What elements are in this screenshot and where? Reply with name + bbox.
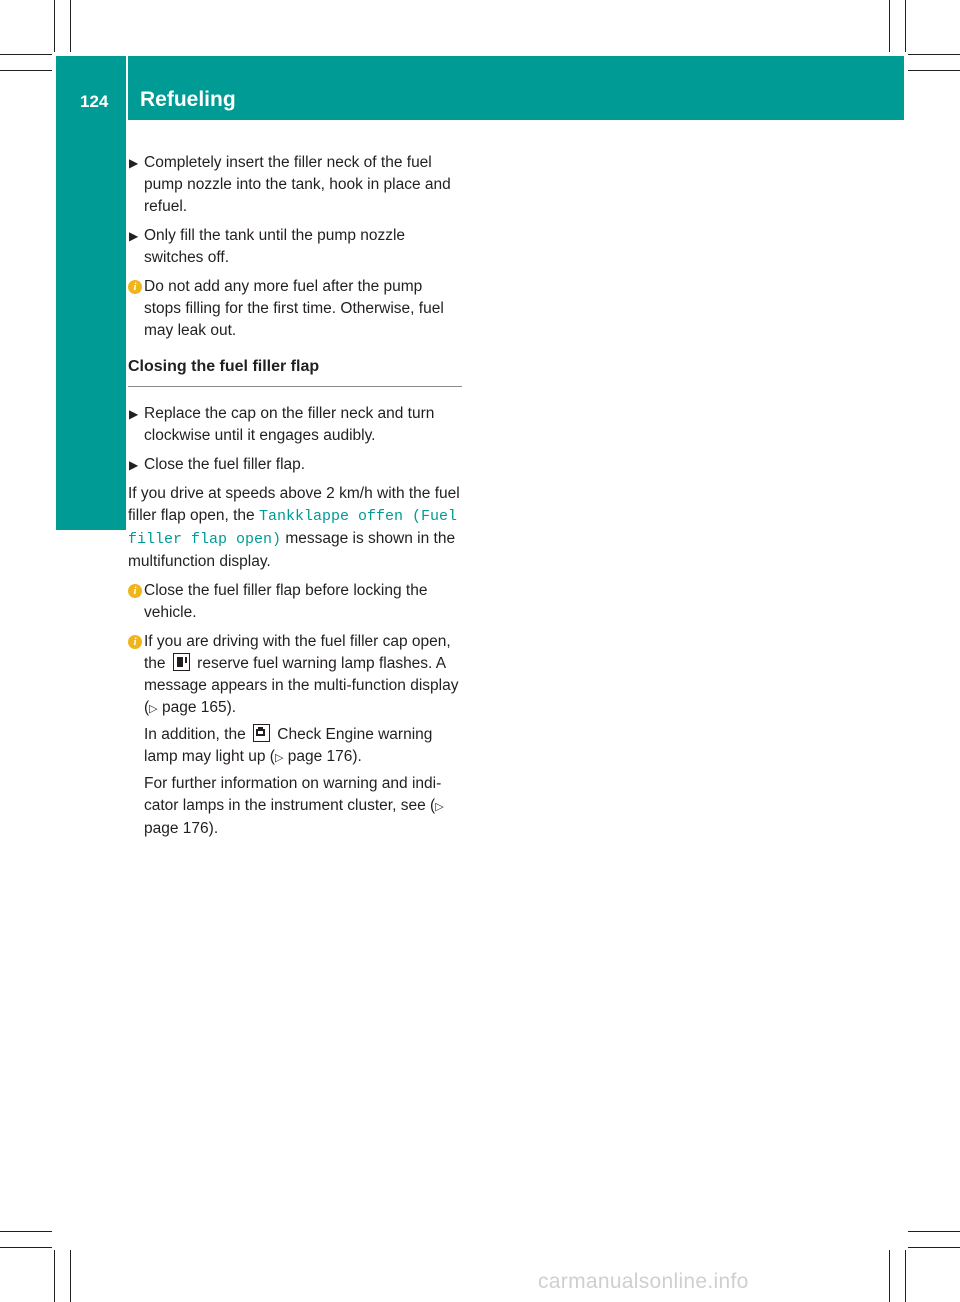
note-text: ). xyxy=(352,748,362,765)
crop-mark xyxy=(70,0,71,52)
crop-mark xyxy=(0,1231,52,1232)
check-engine-icon xyxy=(253,724,270,742)
note-text: Close the fuel filler flap before locking the vehicle. xyxy=(144,582,428,621)
crop-mark xyxy=(908,54,960,55)
step-text: Replace the cap on the filler neck and turn clockwise until it engages audibly. xyxy=(144,405,435,444)
note-paragraph xyxy=(144,631,462,720)
paragraph-text: message is shown in the multifunction display. xyxy=(128,530,456,570)
step-text: Only fill the tank until the pump nozzle switches off. xyxy=(144,227,406,266)
page-reference[interactable]: page 176 xyxy=(144,820,209,837)
crop-mark xyxy=(70,1250,71,1302)
info-note xyxy=(128,580,462,624)
step-text: Close the fuel filler flap. xyxy=(144,456,306,473)
crop-mark xyxy=(908,1231,960,1232)
page-number: 124 xyxy=(80,92,109,111)
fuel-pump-icon xyxy=(173,653,190,671)
section-heading: Closing the fuel filler flap xyxy=(128,356,462,387)
crop-mark xyxy=(0,70,52,71)
crop-mark xyxy=(905,1250,906,1302)
note-text: Do not add any more fuel after the pump stops filling for the first time. Otherwise, fuel may leak out. xyxy=(144,278,444,339)
header-divider xyxy=(126,56,128,120)
note-text: ). xyxy=(208,820,219,837)
note-paragraph xyxy=(144,724,462,769)
note-paragraph xyxy=(144,773,462,840)
info-icon: i xyxy=(128,584,142,598)
note-text: reserve fuel warning lamp flashes. A message appears in the multi-function display ( xyxy=(144,655,459,716)
section-title: Refueling xyxy=(140,88,236,111)
info-icon: i xyxy=(128,635,142,649)
display-message: Tankklappe offen (Fuel filler flap open) xyxy=(128,508,458,548)
note-text: In addition, the xyxy=(144,726,250,743)
info-note xyxy=(128,276,462,342)
watermark: carmanualsonline.info xyxy=(538,1270,749,1293)
body-paragraph xyxy=(128,483,462,573)
page-reference[interactable]: page 165 xyxy=(161,699,227,716)
page-ref-icon: ▷ xyxy=(435,801,444,813)
crop-mark xyxy=(908,70,960,71)
instruction-step xyxy=(128,225,462,269)
crop-mark xyxy=(908,1247,960,1248)
instruction-step xyxy=(128,152,462,218)
crop-mark xyxy=(0,54,52,55)
page-ref-icon: ▷ xyxy=(274,752,284,764)
side-tab-label: Driving and parking xyxy=(83,278,106,476)
page-reference[interactable]: page 176 xyxy=(287,748,353,765)
info-icon: i xyxy=(128,280,142,294)
step-text: Completely insert the filler neck of the fuel pump nozzle into the tank, hook in place and refuel. xyxy=(144,154,451,215)
crop-mark xyxy=(889,0,890,52)
page-ref-icon: ▷ xyxy=(149,703,158,715)
instruction-step xyxy=(128,403,462,447)
note-text: Check Engine warning lamp may light up ( xyxy=(144,726,433,765)
crop-mark xyxy=(54,1250,55,1302)
note-text: For further information on warning and indi-cator lamps in the instrument cluster, see ( xyxy=(144,775,442,814)
step-arrow-icon: ▶ xyxy=(129,156,139,170)
step-arrow-icon: ▶ xyxy=(129,229,139,243)
crop-mark xyxy=(54,0,55,52)
crop-mark xyxy=(905,0,906,52)
paragraph-text: If you drive at speeds above 2 km/h with the fuel filler flap open, the xyxy=(128,485,460,524)
main-content xyxy=(128,152,462,847)
note-text: If you are driving with the fuel filler cap open, the xyxy=(144,633,451,672)
crop-mark xyxy=(0,1247,52,1248)
crop-mark xyxy=(889,1250,890,1302)
step-arrow-icon: ▶ xyxy=(129,458,139,472)
note-text: ). xyxy=(226,699,237,716)
info-note xyxy=(128,631,462,840)
instruction-step xyxy=(128,454,462,476)
step-arrow-icon: ▶ xyxy=(129,407,139,421)
